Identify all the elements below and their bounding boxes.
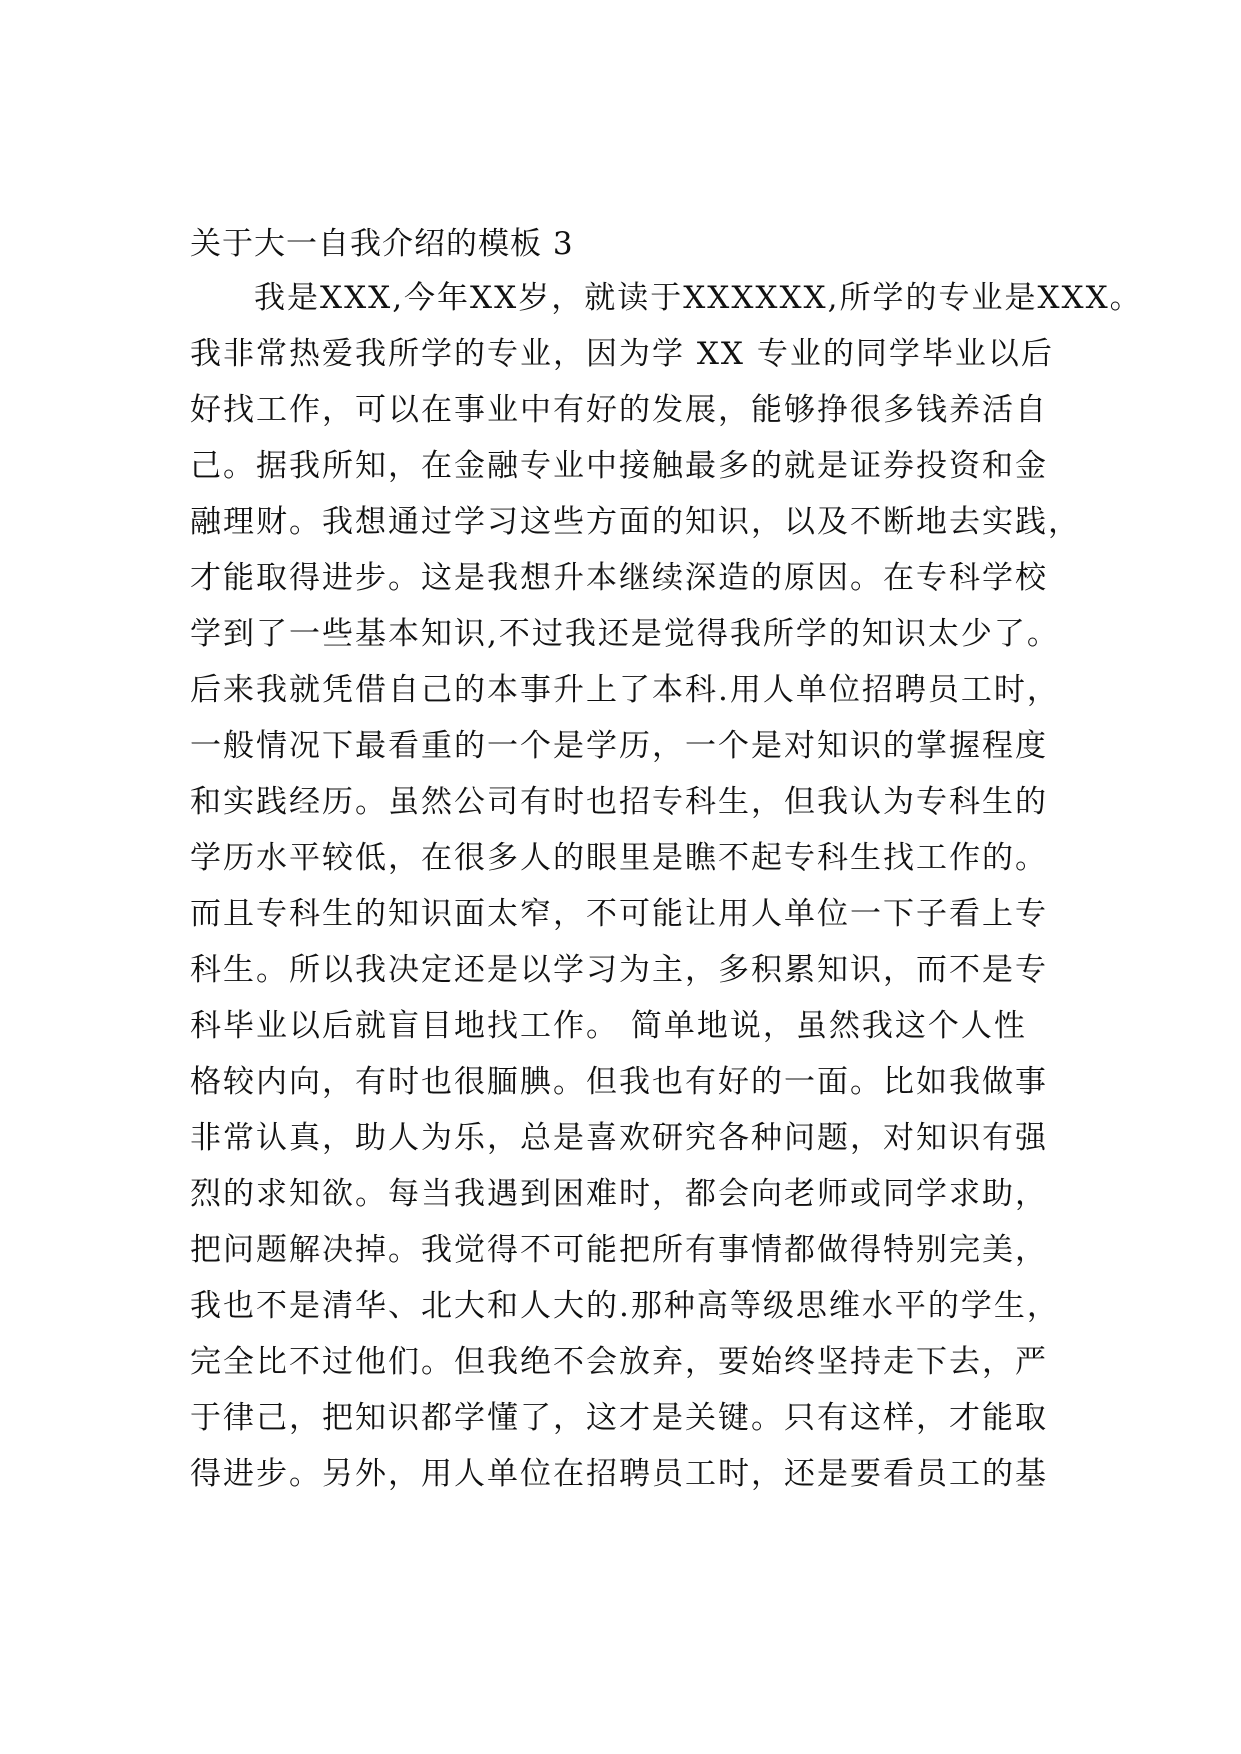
- document-body: [190, 276, 1143, 1508]
- body-line: 科生。所以我决定还是以学习为主，多积累知识，而不是专: [190, 952, 1048, 988]
- body-line: 好找工作，可以在事业中有好的发展，能够挣很多钱养活自: [190, 392, 1048, 428]
- body-line: 我非常热爱我所学的专业，因为学 XX 专业的同学毕业以后: [190, 336, 1054, 372]
- body-line: 融理财。我想通过学习这些方面的知识，以及不断地去实践，: [190, 504, 1081, 540]
- body-line: 把问题解决掉。我觉得不可能把所有事情都做得特别完美，: [190, 1232, 1048, 1268]
- body-line: 学历水平较低，在很多人的眼里是瞧不起专科生找工作的。: [190, 840, 1048, 876]
- body-line: 科毕业以后就盲目地找工作。 简单地说，虽然我这个人性: [190, 1008, 1027, 1044]
- body-line: 格较内向，有时也很腼腆。但我也有好的一面。比如我做事: [190, 1064, 1048, 1100]
- body-line: 和实践经历。虽然公司有时也招专科生，但我认为专科生的: [190, 784, 1048, 820]
- body-line: 于律己，把知识都学懂了，这才是关键。只有这样，才能取: [190, 1400, 1048, 1436]
- body-line: 烈的求知欲。每当我遇到困难时，都会向老师或同学求助，: [190, 1176, 1048, 1212]
- body-line: 非常认真，助人为乐，总是喜欢研究各种问题，对知识有强: [190, 1120, 1048, 1156]
- body-line: 一般情况下最看重的一个是学历，一个是对知识的掌握程度: [190, 728, 1048, 764]
- body-line: 我也不是清华、北大和人大的.那种高等级思维水平的学生，: [190, 1288, 1060, 1324]
- body-line: 学到了一些基本知识,不过我还是觉得我所学的知识太少了。: [190, 616, 1060, 652]
- body-line: 得进步。另外，用人单位在招聘员工时，还是要看员工的基: [190, 1456, 1048, 1492]
- body-line: 我是XXX,今年XX岁，就读于XXXXXX,所学的专业是XXX。: [254, 280, 1143, 316]
- body-line: 才能取得进步。这是我想升本继续深造的原因。在专科学校: [190, 560, 1048, 596]
- body-line: 后来我就凭借自己的本事升上了本科.用人单位招聘员工时，: [190, 672, 1060, 708]
- body-line: 己。据我所知，在金融专业中接触最多的就是证券投资和金: [190, 448, 1048, 484]
- document-title: 关于大一自我介绍的模板 3: [190, 226, 574, 262]
- body-line: 完全比不过他们。但我绝不会放弃，要始终坚持走下去，严: [190, 1344, 1048, 1380]
- body-line: 而且专科生的知识面太窄，不可能让用人单位一下子看上专: [190, 896, 1048, 932]
